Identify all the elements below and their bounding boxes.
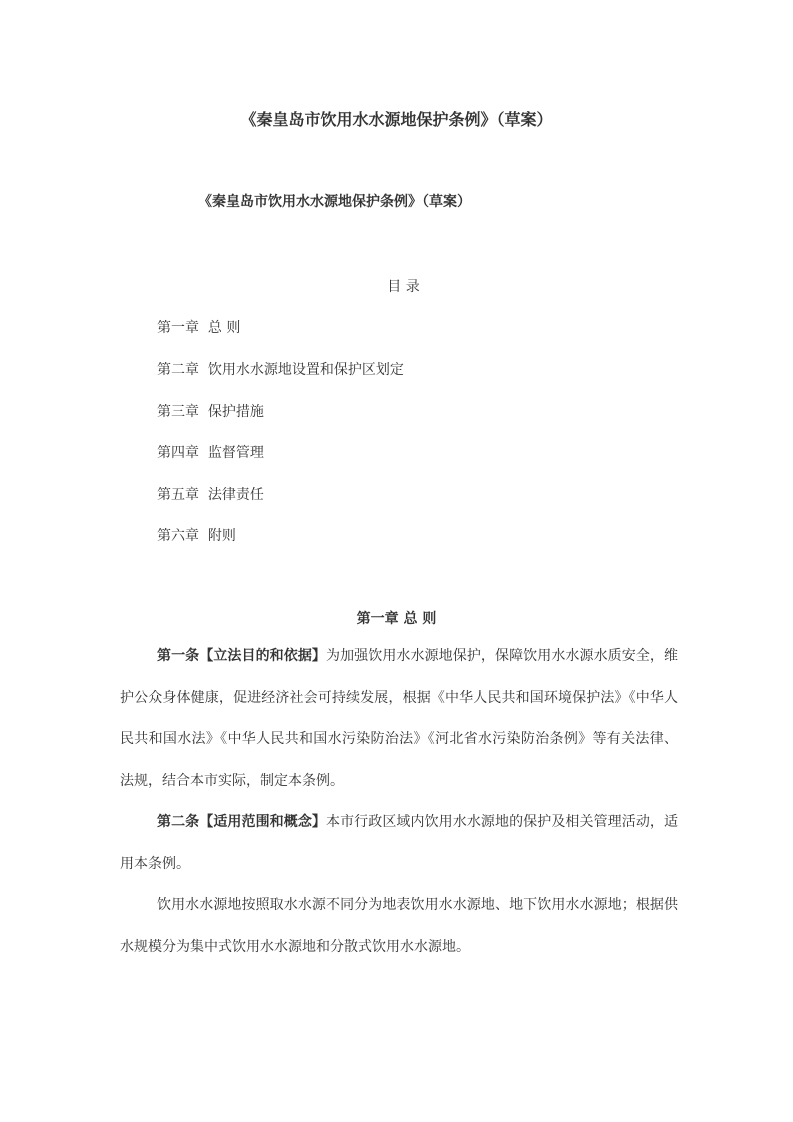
article-label: 第二条【适用范围和概念】 <box>157 814 326 830</box>
toc-chapter-title: 总 则 <box>207 320 241 336</box>
article-label: 第一条【立法目的和依据】 <box>157 648 326 664</box>
toc-chapter-title: 附则 <box>207 528 236 544</box>
toc-chapter-number: 第四章 <box>157 445 199 461</box>
article-text: 本市行政区域内饮用水水源地的保护及相关管理活动，适用本条例。 <box>120 814 678 872</box>
article-text: 饮用水水源地按照取水水源不同分为地表饮用水水源地、地下饮用水水源地；根据供水规模分为集中式饮用水水源地和分散式饮用水水源地。 <box>120 897 678 955</box>
toc-chapter-title: 监督管理 <box>207 445 264 461</box>
article-paragraph <box>120 802 678 885</box>
toc-heading: 目 录 <box>387 279 420 295</box>
toc-chapter-number: 第二章 <box>157 362 199 378</box>
toc-item[interactable] <box>157 359 404 379</box>
document-title: 《秦皇岛市饮用水水源地保护条例》（草案） <box>240 110 553 129</box>
toc-item[interactable] <box>157 484 264 504</box>
toc-chapter-title: 保护措施 <box>207 404 264 420</box>
toc-item[interactable] <box>157 525 236 545</box>
toc-chapter-number: 第一章 <box>157 320 199 336</box>
toc-chapter-title: 法律责任 <box>207 487 264 503</box>
toc-item[interactable] <box>157 401 264 421</box>
toc-chapter-title: 饮用水水源地设置和保护区划定 <box>207 362 404 378</box>
toc-chapter-number: 第五章 <box>157 487 199 503</box>
article-paragraph <box>120 885 678 968</box>
document-subtitle: 《秦皇岛市饮用水水源地保护条例》（草案） <box>198 194 471 210</box>
article-text: 为加强饮用水水源地保护，保障饮用水水源水质安全，维护公众身体健康，促进经济社会可持续发展，根据《中华人民共和国环境保护法》《中华人民共和国水法》《中华人民共和国水污染防治法》《河北省水污染防治条例》等有关法律、法规，结合本市实际，制定本条例。 <box>120 648 678 789</box>
toc-chapter-number: 第三章 <box>157 404 199 420</box>
toc-chapter-number: 第六章 <box>157 528 199 544</box>
toc-item[interactable] <box>157 317 240 337</box>
toc-item[interactable] <box>157 442 264 462</box>
chapter-heading: 第一章 总 则 <box>356 611 437 627</box>
article-paragraph <box>120 636 678 802</box>
